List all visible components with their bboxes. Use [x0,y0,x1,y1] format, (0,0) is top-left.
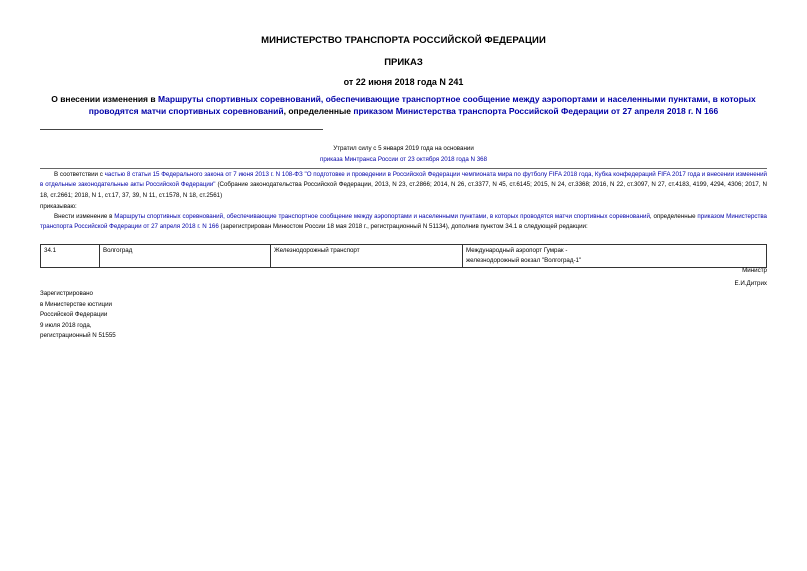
registration-line: регистрационный N 51555 [40,332,116,340]
document-type: ПРИКАЗ [384,57,423,68]
route-line-2: железнодорожный вокзал "Волгоград-1" [466,257,582,264]
amend-link-order-166[interactable]: приказом Министерства транспорта Российской Федерации от 27 апреля 2018 г. N 166 [40,213,767,231]
title-link-order-166[interactable]: приказом Министерства транспорта Российской Федерации от 27 апреля 2018 г. N 166 [353,105,719,116]
cell-number: 34.1 [41,245,100,268]
basis-text-1: В соответствии с [54,171,105,178]
status-lost-link[interactable] [0,154,807,165]
title-text-1: О внесении изменения в [51,94,158,104]
registration-line: в Министерстве юстиции [40,300,113,308]
cell-route [463,245,767,268]
signer-name: Е.И.Дитрих [734,280,767,287]
title-text-2: , определенные [283,105,354,116]
amend-text-2: , определенные [649,213,698,220]
amend-text-3: (зарегистрирован Минюстом России 18 мая 2018 г., регистрационный N 51134), дополнив пунктом 34.1 в следующей редакции: [218,223,588,231]
ordering-word: приказываю: [40,203,77,210]
basis-text-2: (Собрание законодательства Российской Федерации, 2013, N 23, ст.2866; 2014, N 26, ст.3377, N 45, ст.6145; 2015, N 24, ст.3368; 2016, N 22, ст.3097, N 27, ст.4183, 4199, 4294, 4306; 2017, N 18, ст.2661; 2018, N 1, ст.17, 37, 39, N 11, ст.1578, N 18, ст.2561) [40,181,767,199]
ministry-heading: МИНИСТЕРСТВО ТРАНСПОРТА РОССИЙСКОЙ ФЕДЕРАЦИИ [261,35,546,46]
paragraph-basis [40,170,767,201]
lost-force-link[interactable]: приказа Минтранса России от 23 октября 2018 года N 368 [319,156,488,163]
routes-table [40,244,767,268]
table-row [41,245,767,268]
cell-city: Волгоград [100,245,271,268]
registration-line: Зарегистрировано [40,290,93,297]
registration-block [40,289,116,342]
signer-position: Министр [742,267,767,274]
title-link-routes[interactable]: Маршруты спортивных соревнований, обеспечивающие транспортное сообщение между аэропортами и населенными пунктами, в которых проводятся матчи спортивных соревнований [88,94,756,116]
amend-link-routes[interactable]: Маршруты спортивных соревнований, обеспечивающие транспортное сообщение между аэропортами и населенными пунктами, в которых проводятся матчи спортивных соревнований [114,213,650,220]
route-line-1: Международный аэропорт Гумрак - [466,247,568,254]
document-title [40,94,767,117]
status-lost-force: Утратил силу с 5 января 2019 года на основании [333,145,474,152]
cell-transport: Железнодорожный транспорт [271,245,463,268]
basis-link-law[interactable]: частью 8 статьи 15 Федерального закона от 7 июня 2013 г. N 108-ФЗ "О подготовке и проведении в Российской Федерации чемпионата мира по футболу FIFA 2018 года, Кубка конфедераций FIFA 2017 года и внесении изменений в отдельные законодательные акты Российской Федерации" [40,171,768,189]
divider-short [40,129,323,130]
registration-line: 9 июля 2018 года, [40,321,92,329]
registration-line: Российской Федерации [40,311,108,319]
divider-full [40,168,767,169]
amend-text-1: Внести изменение в [54,213,115,220]
paragraph-amendment [40,212,767,233]
document-date: от 22 июня 2018 года N 241 [343,77,464,87]
